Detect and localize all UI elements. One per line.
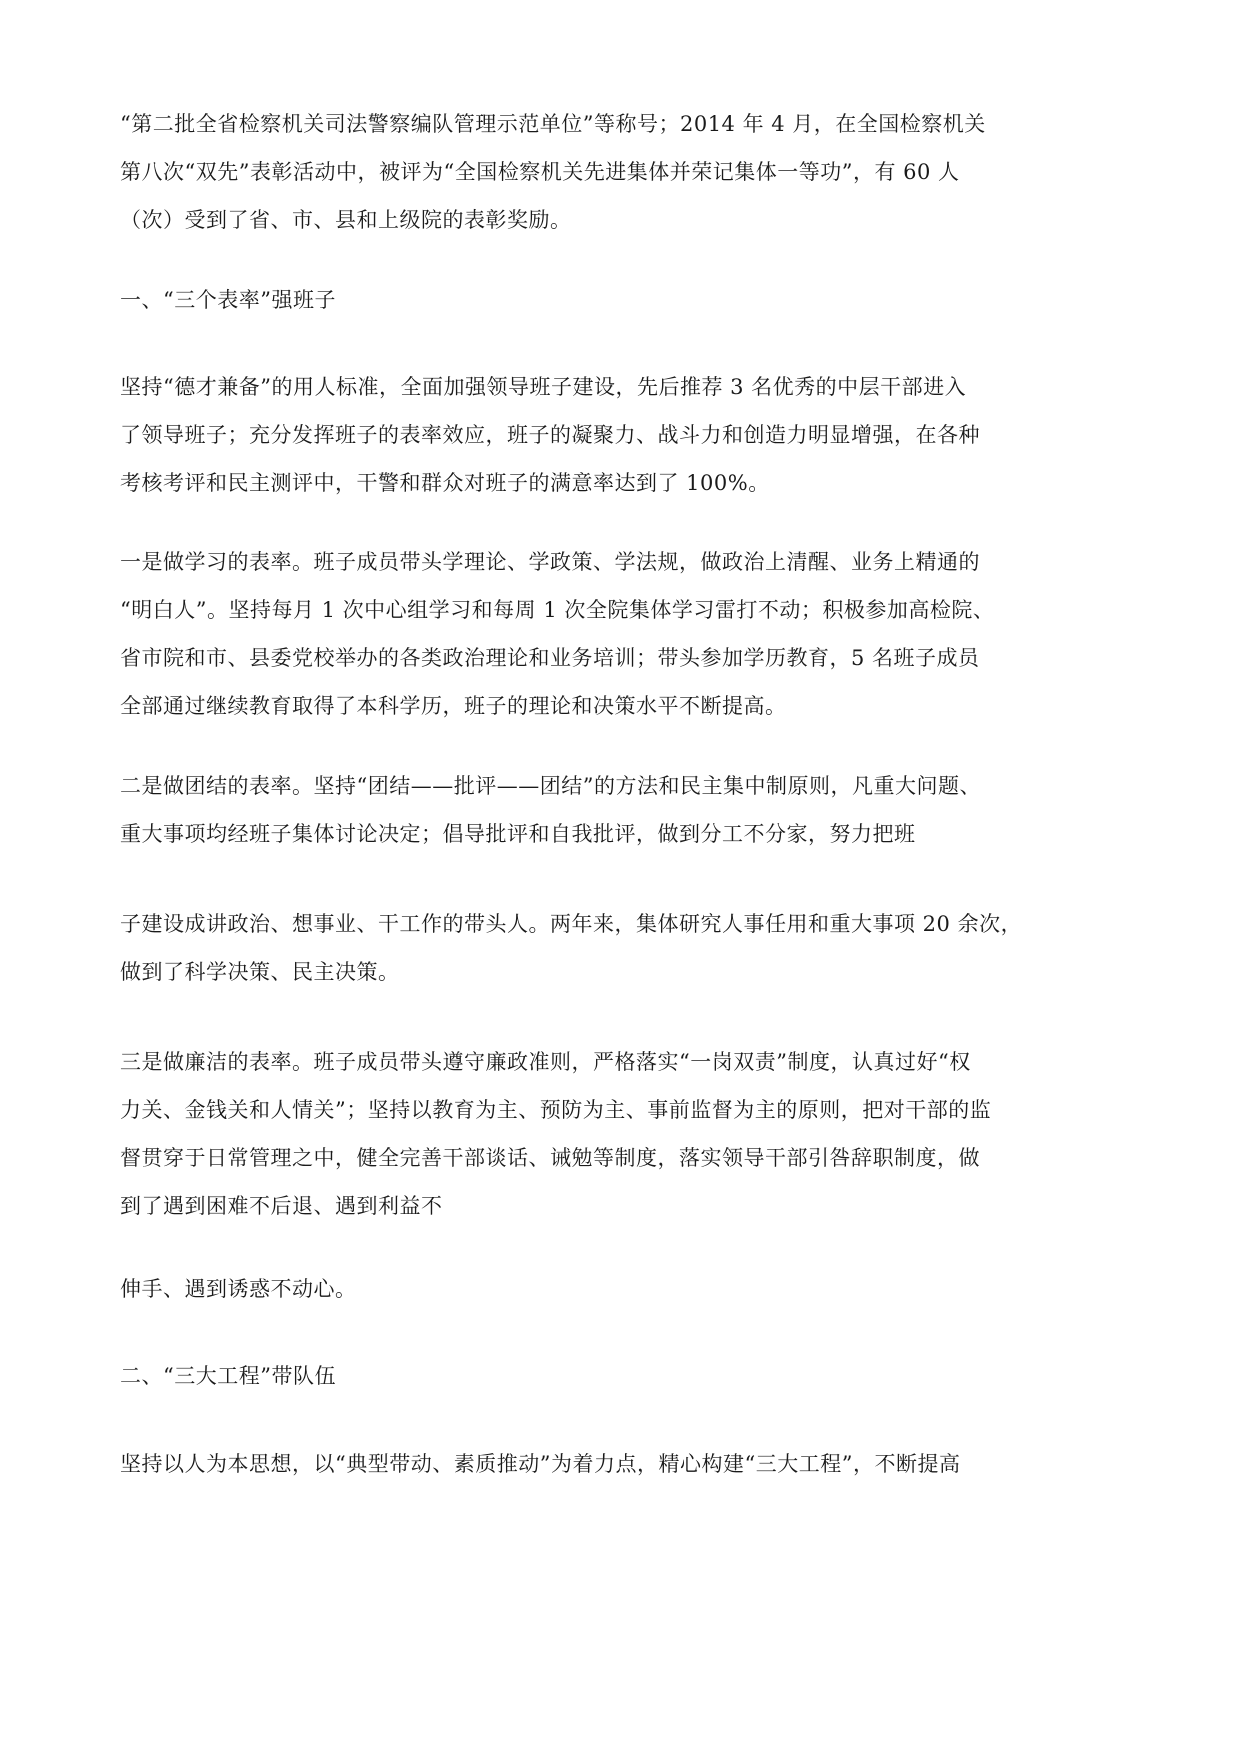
text-line: 考核考评和民主测评中，干警和群众对班子的满意率达到了 100%。: [120, 471, 770, 495]
paragraph-unity-continued: [120, 900, 1125, 996]
text-line: 做到了科学决策、民主决策。: [120, 960, 400, 984]
paragraph-integrity: [120, 1038, 1125, 1230]
text-line: 重大事项均经班子集体讨论决定；倡导批评和自我批评，做到分工不分家，努力把班: [120, 822, 916, 846]
heading-text: 二、“三大工程”带队伍: [120, 1364, 336, 1388]
paragraph-honors: [120, 100, 1125, 244]
text-line: 力关、金钱关和人情关”；坚持以教育为主、预防为主、事前监督为主的原则，把对干部的监: [120, 1098, 992, 1122]
paragraph-leadership: [120, 363, 1125, 507]
paragraph-study: [120, 538, 1125, 730]
paragraph-unity: [120, 762, 1125, 858]
text-line: 伸手、遇到诱惑不动心。: [120, 1277, 357, 1301]
heading-text: 一、“三个表率”强班子: [120, 288, 336, 312]
text-line: 到了遇到困难不后退、遇到利益不: [120, 1194, 443, 1218]
section-heading-2: [120, 1352, 1125, 1400]
text-line: 督贯穿于日常管理之中，健全完善干部谈话、诫勉等制度，落实领导干部引咎辞职制度，做: [120, 1146, 980, 1170]
text-line: 坚持以人为本思想，以“典型带动、素质推动”为着力点，精心构建“三大工程”，不断提高: [120, 1452, 961, 1476]
text-line: “明白人”。坚持每月 1 次中心组学习和每周 1 次全院集体学习雷打不动；积极参加高检院、: [120, 598, 995, 622]
text-line: 坚持“德才兼备”的用人标准，全面加强领导班子建设，先后推荐 3 名优秀的中层干部进入: [120, 375, 967, 399]
text-line: “第二批全省检察机关司法警察编队管理示范单位”等称号；2014 年 4 月，在全国检察机关: [120, 112, 986, 136]
text-line: 第八次“双先”表彰活动中，被评为“全国检察机关先进集体并荣记集体一等功”，有 60 人: [120, 160, 960, 184]
text-line: 二是做团结的表率。坚持“团结——批评——团结”的方法和民主集中制原则，凡重大问题、: [120, 774, 981, 798]
text-line: 子建设成讲政治、想事业、干工作的带头人。两年来，集体研究人事任用和重大事项 20 余次，: [120, 912, 1023, 936]
text-line: 三是做廉洁的表率。班子成员带头遵守廉政准则，严格落实“一岗双责”制度，认真过好“权: [120, 1050, 971, 1074]
text-line: 省市院和市、县委党校举办的各类政治理论和业务培训；带头参加学历教育，5 名班子成员: [120, 646, 980, 670]
text-line: 一是做学习的表率。班子成员带头学理论、学政策、学法规，做政治上清醒、业务上精通的: [120, 550, 980, 574]
paragraph-integrity-continued: [120, 1265, 1125, 1313]
section-heading-1: [120, 276, 1125, 324]
text-line: 全部通过继续教育取得了本科学历，班子的理论和决策水平不断提高。: [120, 694, 787, 718]
text-line: （次）受到了省、市、县和上级院的表彰奖励。: [120, 208, 572, 232]
text-line: 了领导班子；充分发挥班子的表率效应，班子的凝聚力、战斗力和创造力明显增强，在各种: [120, 423, 980, 447]
paragraph-team-building: [120, 1440, 1125, 1488]
